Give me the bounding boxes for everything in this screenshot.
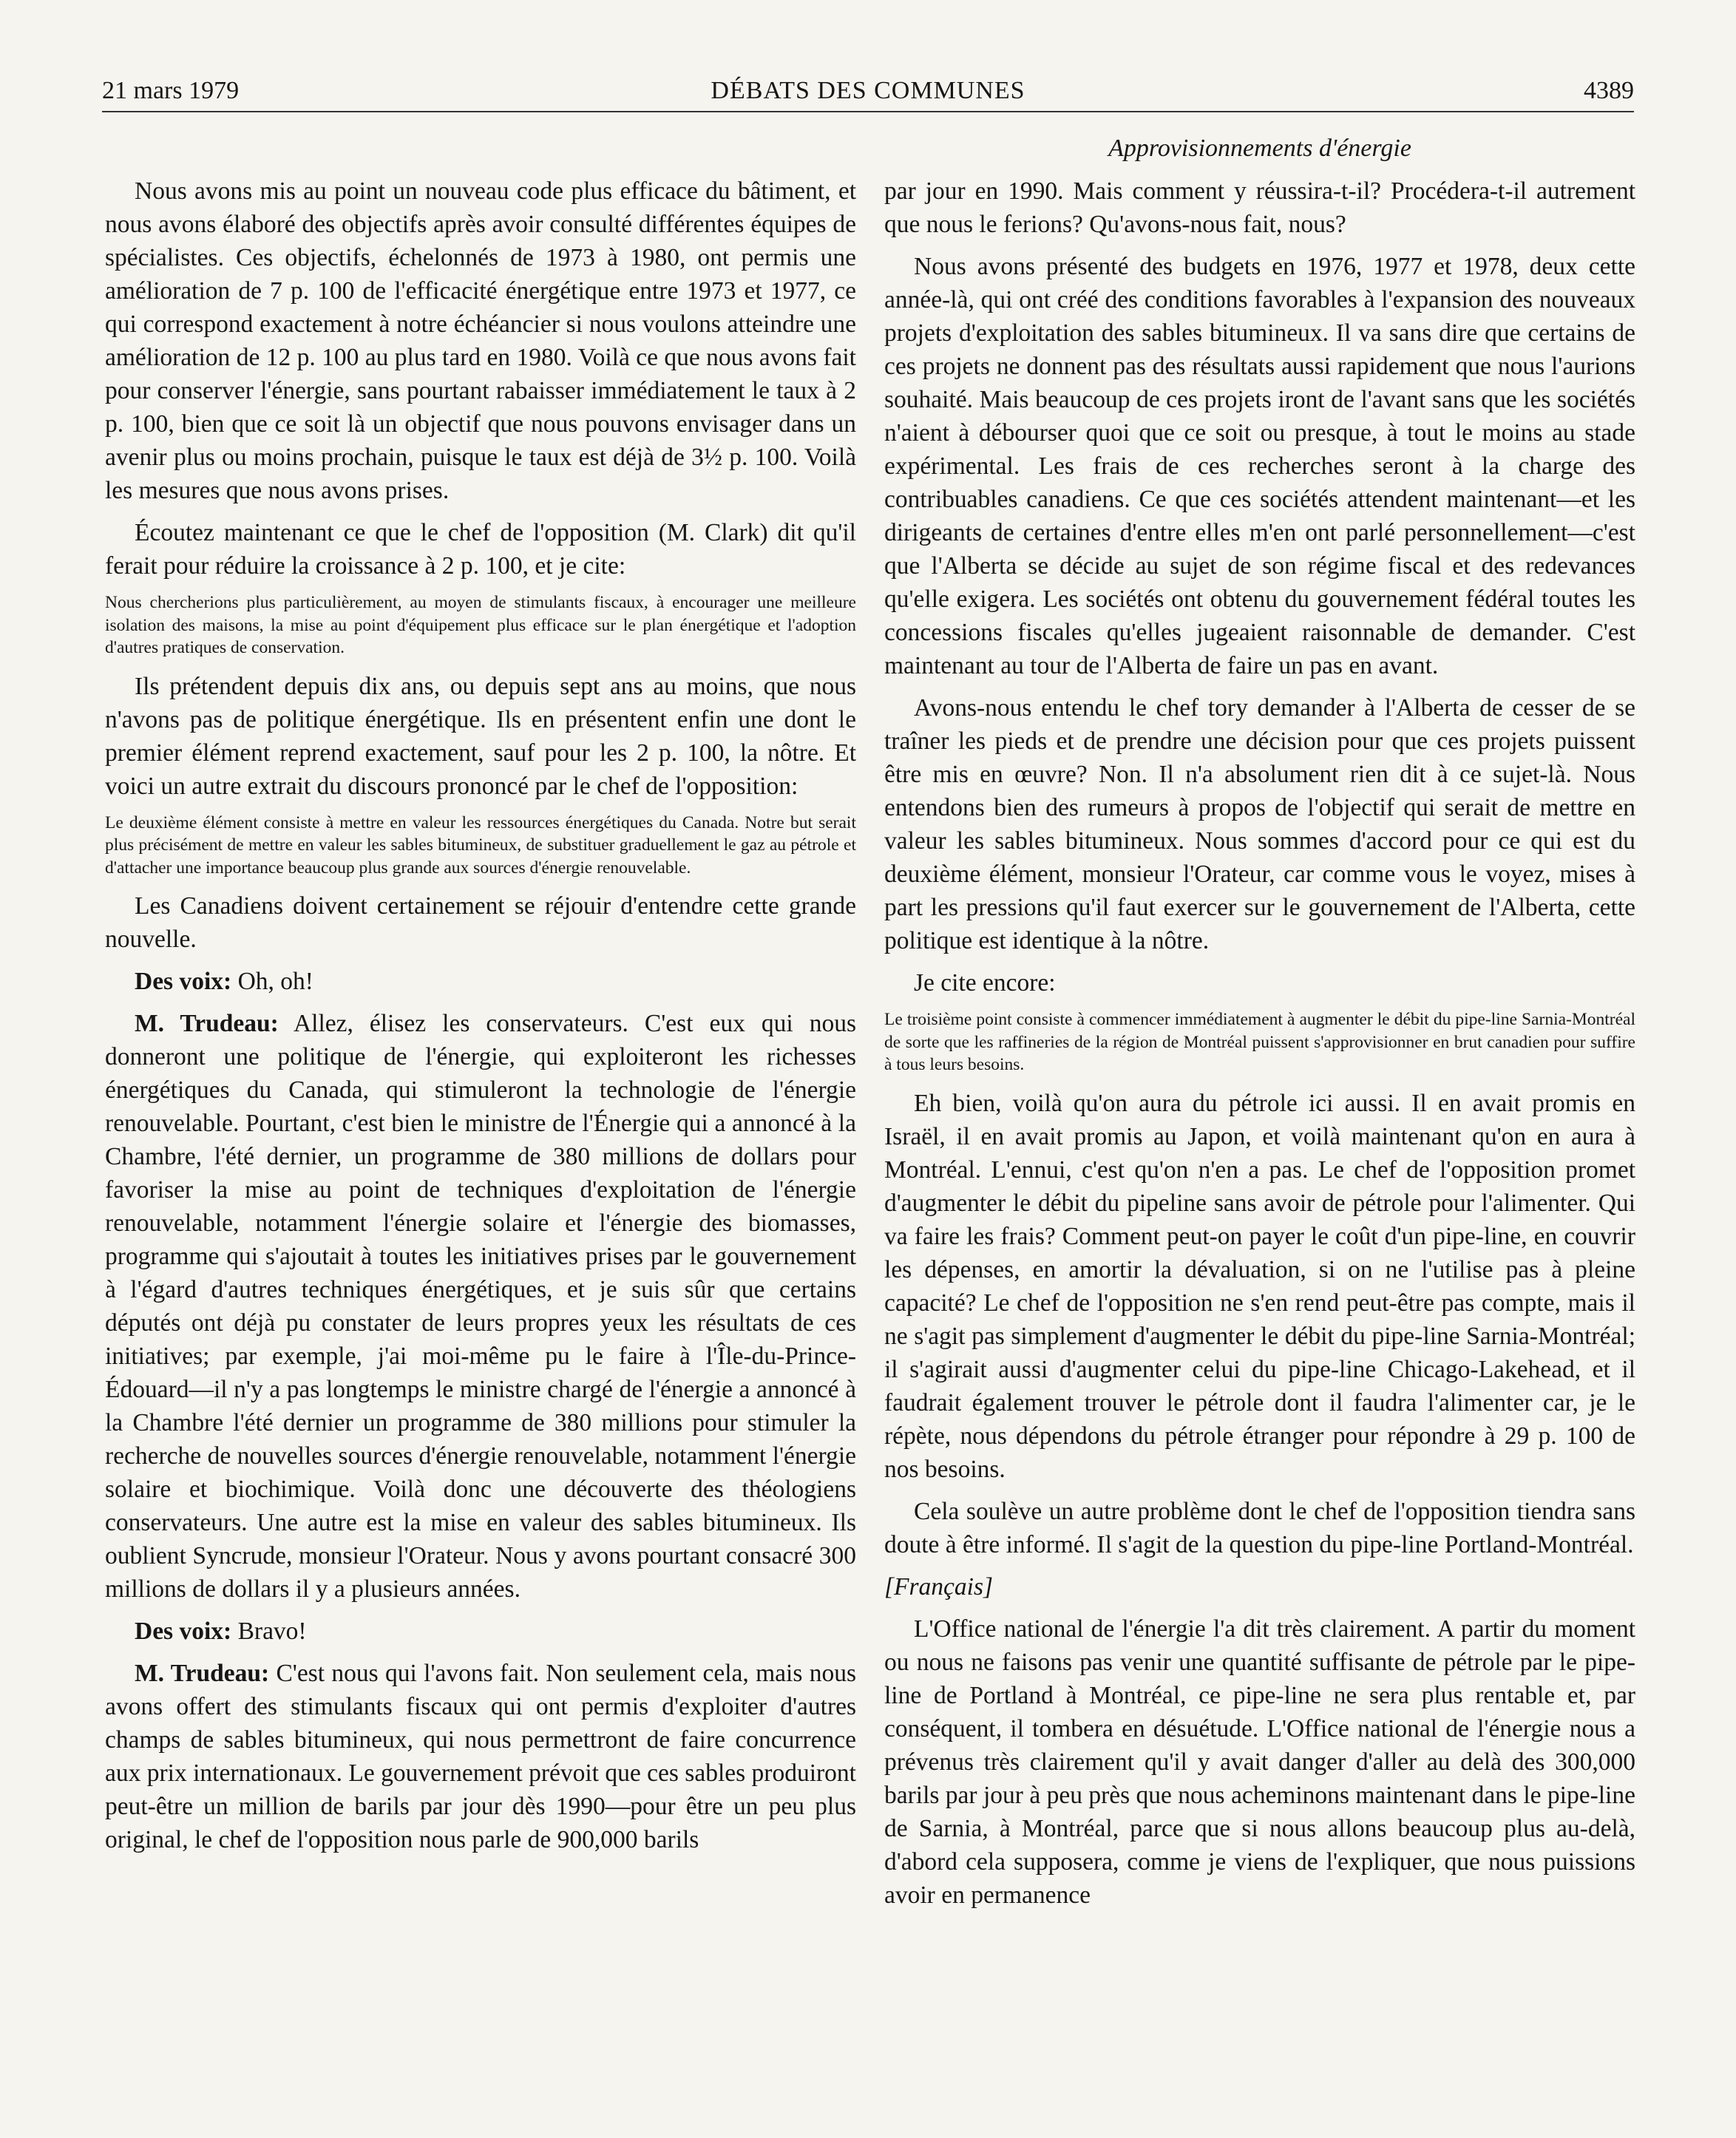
paragraph: Eh bien, voilà qu'on aura du pétrole ici aussi. Il en avait promis en Israël, il en avait promis au Japon, et voilà maintenant qu'on en aura à Montréal. L'ennui, c'est qu'on n'en a pas. Le chef de l'opposition promet d'augmenter le débit du pipeline sans avoir de pétrole pour l'alimenter. Qui va faire les frais? Comment peut-on payer le coût d'un pipe-line, en couvrir les dépenses, en amortir la dévaluation, si on ne l'utilise pas à pleine capacité? Le chef de l'opposition ne s'en rend peut-être pas compte, mais il ne s'agit pas simplement d'augmenter le débit du pipe-line Sarnia-Montréal; il s'agirait aussi d'augmenter celui du pipe-line Chicago-Lakehead, et il faudrait également trouver le pétrole dont il faudra l'alimenter car, je le répète, nous dépendons du pétrole étranger pour répondre à 29 p. 100 de nos besoins.	[884, 1089, 1635, 1483]
block-quote: Le troisième point consiste à commencer immédiatement à augmenter le débit du pipe-line Sarnia-Montréal de sorte que les raffineries de la région de Montréal puissent s'approvisionner en brut canadien pour suffire à tous leurs besoins.	[884, 1010, 1635, 1074]
speech-text: Oh, oh!	[231, 968, 313, 995]
running-header	[102, 77, 1634, 114]
paragraph: Avons-nous entendu le chef tory demander à l'Alberta de cesser de se traîner les pieds et de prendre une décision pour que ces projets puissent être mis en œuvre? Non. Il n'a absolument rien dit à ce sujet-là. Nous entendons bien des rumeurs à propos de l'objectif qui serait de mettre en valeur les sables bitumineux. Nous sommes d'accord pour ce qui est du deuxième élément, monsieur l'Orateur, car comme vous le voyez, mises à part les pressions qu'il faut exercer sur le gouvernement de l'Alberta, cette politique est identique à la nôtre.	[884, 694, 1635, 954]
interjection	[105, 965, 856, 998]
speech	[105, 1007, 856, 1606]
speaker-label: Des voix:	[135, 1618, 232, 1645]
paragraph: Écoutez maintenant ce que le chef de l'opposition (M. Clark) dit qu'il ferait pour réduire la croissance à 2 p. 100, et je cite:	[105, 519, 856, 580]
speaker-label: M. Trudeau:	[135, 1010, 279, 1037]
speaker-label: Des voix:	[135, 968, 232, 995]
speech	[105, 1657, 856, 1856]
left-column	[105, 174, 856, 1865]
paragraph: Je cite encore:	[914, 969, 1056, 997]
block-quote: Nous chercherions plus particulièrement, au moyen de stimulants fiscaux, à encourager une meilleure isolation des maisons, la mise au point d'équipement plus efficace sur le plan énergétique et l'adoption d'autres pratiques de conservation.	[105, 593, 856, 657]
header-publication: DÉBATS DES COMMUNES	[711, 77, 1025, 104]
speech-text: C'est nous qui l'avons fait. Non seulement cela, mais nous avons offert des stimulants fiscaux qui ont permis d'exploiter d'autres champs de sables bitumineux, qui nous permettront de faire concurrence aux prix internationaux. Le gouvernement prévoit que ces sables produiront peut-être un million de barils par jour dès 1990—pour être un peu plus original, le chef de l'opposition nous parle de 900,000 barils	[105, 1660, 856, 1853]
header-page-number: 4389	[1584, 77, 1634, 104]
paragraph: par jour en 1990. Mais comment y réussira-t-il? Procédera-t-il autrement que nous le ferions? Qu'avons-nous fait, nous?	[884, 177, 1635, 238]
block-quote: Le deuxième élément consiste à mettre en valeur les ressources énergétiques du Canada. Notre but serait plus précisément de mettre en valeur les sables bitumineux, de substituer graduellement le gaz au pétrole et d'attacher une importance beaucoup plus grande aux sources d'énergie renouvelable.	[105, 812, 856, 878]
speech-text: Bravo!	[231, 1618, 307, 1645]
paragraph: Ils prétendent depuis dix ans, ou depuis sept ans au moins, que nous n'avons pas de politique énergétique. Ils en présentent enfin une dont le premier élément reprend exactement, sauf pour les 2 p. 100, la nôtre. Et voici un autre extrait du discours prononcé par le chef de l'opposition:	[105, 672, 856, 800]
paragraph: Nous avons présenté des budgets en 1976, 1977 et 1978, deux cette année-là, qui ont créé des conditions favorables à l'expansion des nouveaux projets d'exploitation des sables bitumineux. Il va sans dire que certains de ces projets ne donnent pas des résultats aussi rapidement que nous l'aurions souhaité. Mais beaucoup de ces projets iront de l'avant sans que les sociétés n'aient à débourser quoi que ce soit ou presque, à tout le moins au stade expérimental. Les frais de ces recherches seront à la charge des contribuables canadiens. Ce que ces sociétés attendent maintenant—et les dirigeants de certaines d'entre elles m'en ont parlé personnellement—c'est que l'Alberta se décide au sujet de son régime fiscal et des redevances qu'elle exigera. Les sociétés ont obtenu du gouvernement fédéral toutes les concessions fiscales qu'elles jugeaient raisonnable de demander. C'est maintenant au tour de l'Alberta de faire un pas en avant.	[884, 253, 1635, 679]
right-column	[884, 174, 1635, 1921]
paragraph: Cela soulève un autre problème dont le chef de l'opposition tiendra sans doute à être informé. Il s'agit de la question du pipe-line Portland-Montréal.	[884, 1497, 1635, 1558]
speech-text: Allez, élisez les conservateurs. C'est eux qui nous donneront une politique de l'énergie, qui exploiteront les richesses énergétiques du Canada, qui stimuleront la technologie de l'énergie renouvelable. Pourtant, c'est bien le ministre de l'Énergie qui a annoncé à la Chambre, l'été dernier, un programme de 380 millions de dollars pour favoriser la mise au point de techniques d'exploitation de l'énergie renouvelable, notamment l'énergie solaire et l'énergie des biomasses, programme qui s'ajoutait à toutes les initiatives prises par le gouvernement à l'égard d'autres techniques énergétiques, et je suis sûr que certains députés ont déjà pu constater de leurs propres yeux les résultats de ces initiatives; par exemple, j'ai moi-même pu le faire à l'Île-du-Prince-Édouard—il n'y a pas longtemps le ministre chargé de l'énergie a annoncé à la Chambre l'été dernier un programme de 380 millions pour stimuler la recherche de nouvelles sources d'énergie renouvelable, notamment l'énergie solaire et biochimique. Voilà donc une découverte des théologiens conservateurs. Une autre est la mise en valeur des sables bitumineux. Ils oublient Syncrude, monsieur l'Orateur. Nous y avons pourtant consacré 300 millions de dollars il y a plusieurs années.	[105, 1010, 856, 1603]
header-date: 21 mars 1979	[102, 77, 240, 104]
header-rule	[102, 111, 1634, 112]
language-marker: [Français]	[884, 1572, 994, 1601]
speaker-label: M. Trudeau:	[135, 1660, 270, 1687]
paragraph: Les Canadiens doivent certainement se réjouir d'entendre cette grande nouvelle.	[105, 892, 856, 953]
section-rubric: Approvisionnements d'énergie	[1108, 135, 1411, 162]
paragraph: L'Office national de l'énergie l'a dit très clairement. A partir du moment ou nous ne faisons pas venir une quantité suffisante de pétrole par le pipe-line de Portland à Montréal, ce pipe-line ne sera plus rentable et, par conséquent, il tombera en désuétude. L'Office national de l'énergie nous a prévenus très clairement qu'il y avait danger d'aller au delà des 300,000 barils par jour à peu près que nous acheminons maintenant dans le pipe-line de Sarnia, à Montréal, parce que si nous allons beaucoup plus au-delà, d'abord cela supposera, comme je viens de l'expliquer, que nous puissions avoir en permanence	[884, 1615, 1635, 1909]
paragraph: Nous avons mis au point un nouveau code plus efficace du bâtiment, et nous avons élaboré des objectifs après avoir consulté différentes équipes de spécialistes. Ces objectifs, échelonnés de 1973 à 1980, ont permis une amélioration de 7 p. 100 de l'efficacité énergétique entre 1973 et 1977, ce qui correspond exactement à notre échéancier si nous voulons atteindre une amélioration de 12 p. 100 au plus tard en 1980. Voilà ce que nous avons fait pour conserver l'énergie, sans pourtant rabaisser immédiatement le taux à 2 p. 100, bien que ce soit là un objectif que nous pouvons envisager dans un avenir plus ou moins prochain, puisque le taux est déjà de 3½ p. 100. Voilà les mesures que nous avons prises.	[105, 177, 856, 504]
interjection	[105, 1615, 856, 1648]
